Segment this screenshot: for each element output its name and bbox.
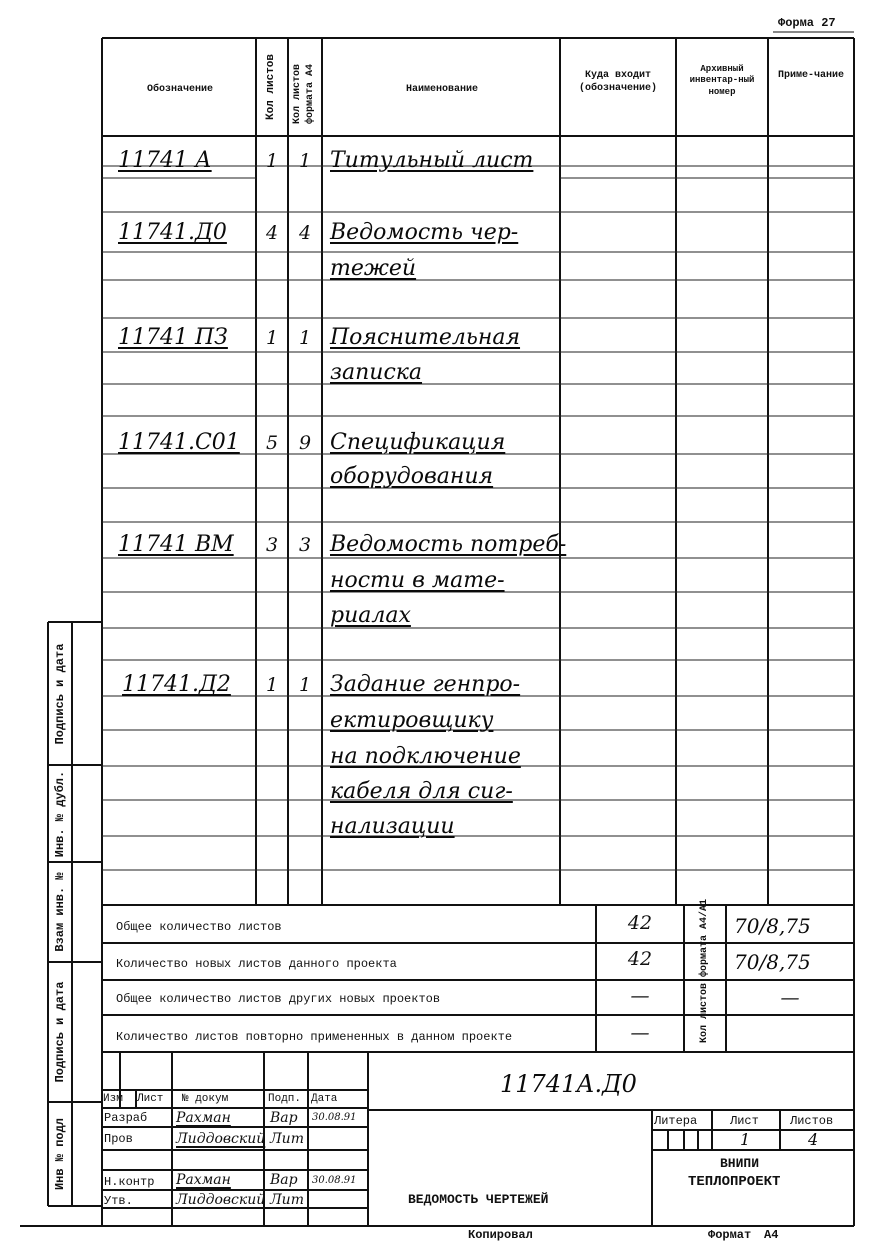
litera-label: Литера	[654, 1114, 698, 1128]
side-label-sign-date: Подпись и дата	[53, 643, 67, 745]
row-sheets: 1	[265, 150, 279, 172]
row-name-line: нализации	[330, 814, 455, 839]
row-designation: 11741.С01	[118, 430, 240, 455]
role: Разраб	[104, 1111, 148, 1125]
header-where-included: Куда входит (обозначение)	[578, 70, 657, 94]
row-designation: 11741.Д2	[122, 672, 231, 697]
doc-title: ВЕДОМОСТЬ ЧЕРТЕЖЕЙ	[408, 1192, 549, 1207]
row-designation: 11741 ВМ	[118, 532, 234, 557]
row-designation: 11741.Д0	[118, 220, 227, 245]
role: Пров	[104, 1132, 133, 1146]
role: Н.контр	[104, 1175, 155, 1189]
summary-value: 42	[627, 912, 653, 934]
side-label-orig-inv: Инв № подл	[53, 1118, 67, 1191]
row-name-line: ектировщику	[330, 708, 494, 733]
sheet-value: 1	[740, 1130, 751, 1149]
summary-a4: 70/8,75	[734, 914, 811, 938]
summary-a4: 70/8,75	[734, 950, 811, 974]
row-a4: 9	[298, 432, 312, 454]
col-list: Лист	[137, 1093, 164, 1105]
summary-label: Количество новых листов данного проекта	[116, 957, 397, 971]
role: Утв.	[104, 1194, 133, 1208]
summary-vertical-label: Кол листов формата А4/А1	[699, 898, 710, 1043]
col-izm: Изм	[103, 1093, 123, 1105]
sheets-value: 4	[808, 1130, 819, 1149]
row-sheets: 3	[265, 534, 279, 556]
row-name-line: кабеля для сиг-	[330, 779, 513, 804]
header-designation: Обозначение	[146, 84, 213, 95]
person-name: Рахман	[176, 1172, 231, 1188]
doc-code: 11741А.Д0	[500, 1070, 637, 1098]
row-name-line: записка	[330, 360, 423, 385]
sheets-label: Листов	[790, 1114, 834, 1128]
side-label-sign-date-2: Подпись и дата	[53, 981, 67, 1083]
row-sheets: 5	[265, 432, 279, 454]
summary-value: 42	[627, 948, 653, 970]
header-name: Наименование	[405, 84, 478, 95]
col-date: Дата	[311, 1093, 338, 1105]
org-line-1: ВНИПИ	[720, 1156, 760, 1171]
date: 30.08.91	[312, 1112, 357, 1123]
header-note: Приме-чание	[777, 70, 844, 81]
footer-copied: Копировал	[468, 1228, 533, 1242]
row-sheets: 1	[265, 327, 279, 349]
col-sign: Подп.	[268, 1093, 302, 1105]
header-sheets-count: Кол листов	[265, 54, 277, 121]
row-a4: 1	[298, 674, 312, 696]
row-name-line: Титульный лист	[330, 148, 534, 173]
signature: Лит	[270, 1192, 304, 1208]
footer-format-label: Формат	[708, 1228, 752, 1242]
header-a4-sheets: Кол листов формата А4	[292, 64, 316, 125]
summary-value: —	[630, 985, 650, 1007]
row-name-line: на подключение	[330, 744, 521, 769]
row-sheets: 1	[265, 674, 279, 696]
row-designation: 11741 А	[118, 148, 212, 173]
header-archive-number: Архивный инвентар-ный номер	[689, 64, 755, 97]
row-designation: 11741 ПЗ	[118, 325, 228, 350]
summary-label: Количество листов повторно примененных в данном проекте	[116, 1030, 513, 1044]
row-sheets: 4	[265, 222, 279, 244]
row-a4: 1	[298, 150, 312, 172]
org-line-2: ТЕПЛОПРОЕКТ	[688, 1174, 781, 1190]
row-a4: 3	[298, 534, 312, 556]
row-name-line: Спецификация	[330, 430, 506, 455]
date: 30.08.91	[312, 1175, 357, 1186]
summary-label: Общее количество листов других новых проектов	[116, 992, 441, 1006]
row-name-line: Пояснительная	[330, 325, 521, 350]
person-name: Рахман	[176, 1110, 231, 1126]
row-name-line: риалах	[330, 603, 411, 628]
signature: Вар	[270, 1172, 298, 1188]
row-a4: 1	[298, 327, 312, 349]
row-a4: 4	[298, 222, 312, 244]
person-name: Лиддовский	[176, 1192, 266, 1208]
row-name-line: ности в мате-	[330, 568, 505, 593]
row-name-line: оборудования	[330, 464, 494, 489]
footer-format-value: А4	[764, 1228, 779, 1242]
sheet-label: Лист	[730, 1114, 759, 1128]
form-label: Форма 27	[778, 16, 836, 30]
row-name-line: тежей	[330, 256, 417, 281]
col-doc-no: № докум	[182, 1093, 229, 1105]
row-name-line: Задание генпро-	[330, 672, 521, 697]
row-name-line: Ведомость чер-	[330, 220, 519, 245]
signature: Вар	[270, 1110, 298, 1126]
signature: Лит	[270, 1131, 304, 1147]
summary-value: —	[630, 1022, 650, 1044]
row-name-line: Ведомость потреб-	[330, 532, 567, 557]
person-name: Лиддовский	[176, 1131, 266, 1147]
summary-a4: —	[780, 987, 800, 1009]
summary-label: Общее количество листов	[116, 920, 282, 934]
side-label-replace-inv: Взам инв. №	[53, 872, 67, 952]
side-label-dup-inv: Инв. № дубл.	[53, 770, 67, 858]
